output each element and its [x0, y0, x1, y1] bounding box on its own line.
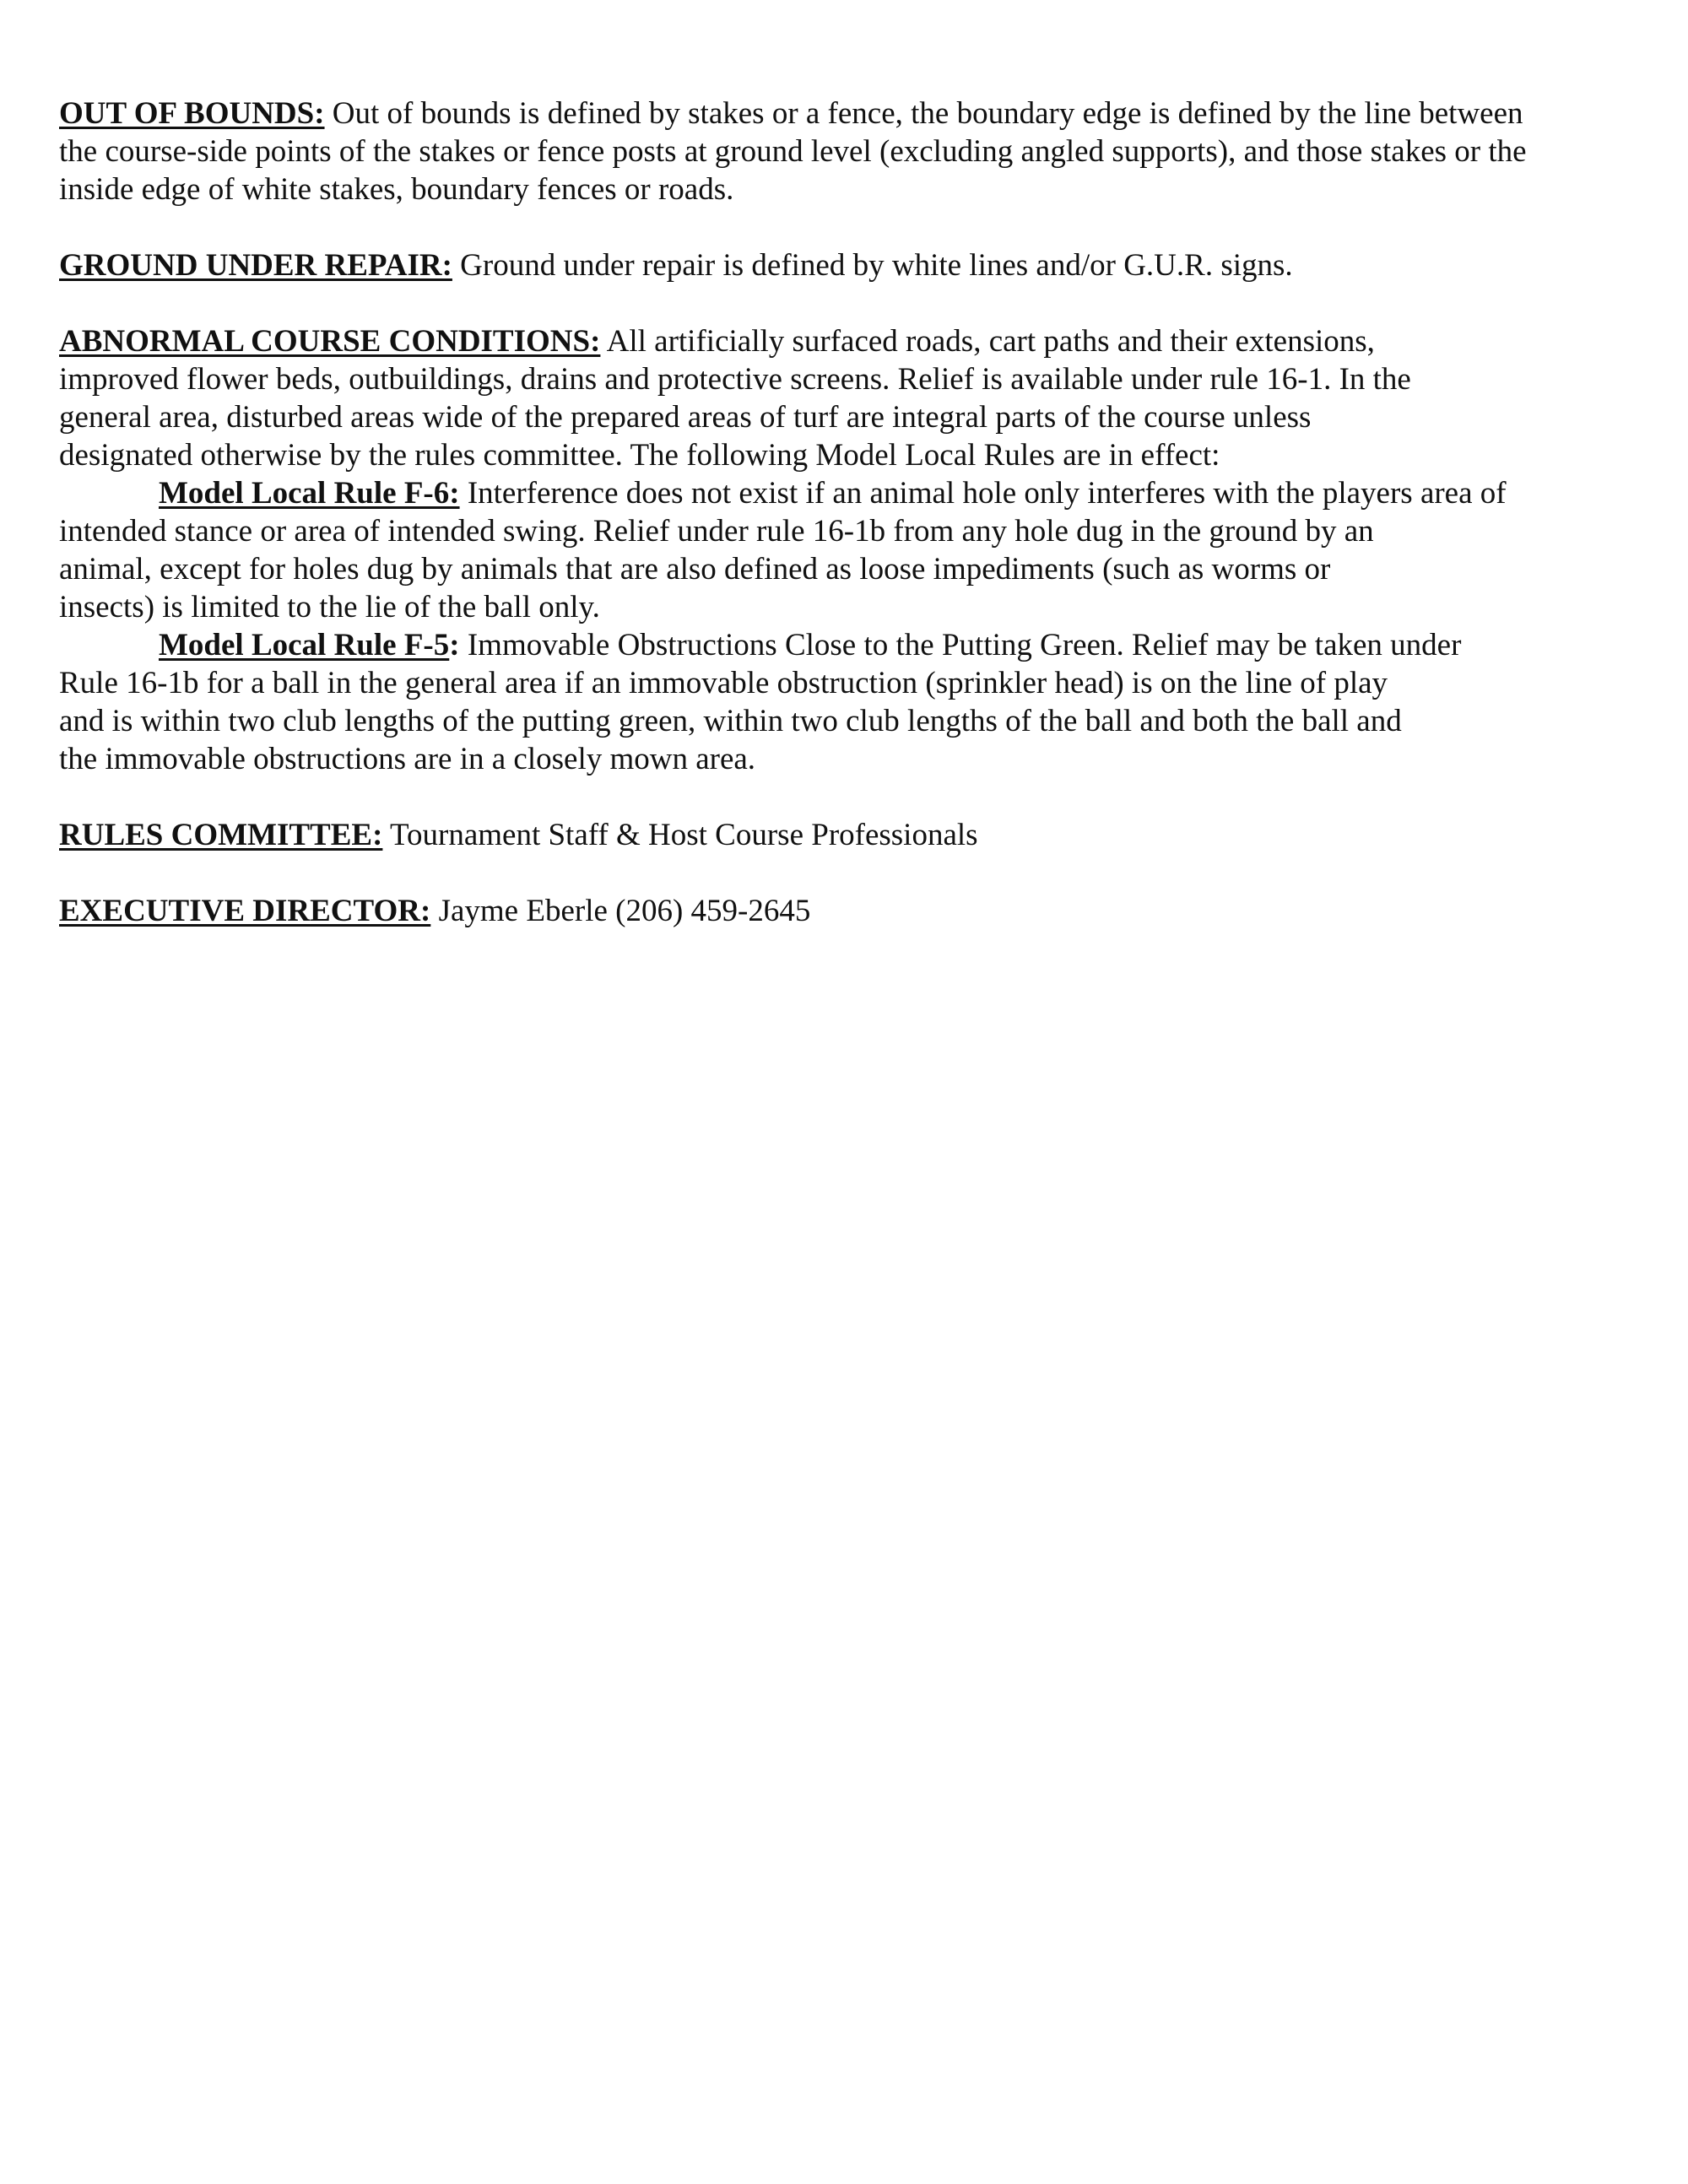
- model-local-rule-f5-colon: :: [449, 628, 460, 662]
- rules-committee-text: Tournament Staff & Host Course Professionals: [382, 818, 978, 852]
- model-local-rule-f5-heading: Model Local Rule F-5: [159, 628, 450, 662]
- executive-director-heading: EXECUTIVE DIRECTOR:: [59, 894, 431, 928]
- out-of-bounds-heading: OUT OF BOUNDS:: [59, 96, 325, 131]
- ground-under-repair-text: Ground under repair is defined by white lines and/or G.U.R. signs.: [452, 248, 1293, 283]
- executive-director-section: [59, 892, 1637, 930]
- abnormal-course-conditions-heading: ABNORMAL COURSE CONDITIONS:: [59, 324, 601, 359]
- abnormal-course-conditions-text: All artificially surfaced roads, cart paths and their extensions, improved flower beds, outbuildings, drains and protective screens. Relief is available under rule 16-1. In the general area, disturbed areas wide of the prepared areas of turf are integral parts of the course unless designated otherwise by the rules committee. The following Model Local Rules are in effect:: [59, 324, 1411, 473]
- model-local-rule-f6-heading: Model Local Rule F-6:: [159, 476, 460, 511]
- model-local-rule-f6-text: Interference does not exist if an animal hole only interferes with the players area of intended stance or area of intended swing. Relief under rule 16-1b from any hole dug in the ground by an animal, except for holes dug by animals that are also defined as loose impediments (such as worms or insects) is limited to the lie of the ball only.: [59, 476, 1507, 624]
- out-of-bounds-section: [59, 95, 1637, 208]
- model-local-rule-f6: [59, 474, 1637, 626]
- executive-director-text: Jayme Eberle (206) 459-2645: [430, 894, 811, 928]
- ground-under-repair-heading: GROUND UNDER REPAIR:: [59, 248, 452, 283]
- ground-under-repair-section: [59, 246, 1637, 284]
- rules-committee-section: [59, 816, 1637, 854]
- rules-committee-heading: RULES COMMITTEE:: [59, 818, 383, 852]
- document-page: [59, 95, 1637, 968]
- abnormal-course-conditions-section: [59, 322, 1637, 778]
- model-local-rule-f5: [59, 626, 1637, 778]
- model-local-rule-f5-text: Immovable Obstructions Close to the Putting Green. Relief may be taken under Rule 16-1b for a ball in the general area if an immovable obstruction (sprinkler head) is on the line of play and is within two club lengths of the putting green, within two club lengths of the ball and both the ball and the immovable obstructions are in a closely mown area.: [59, 628, 1462, 776]
- out-of-bounds-text: Out of bounds is defined by stakes or a fence, the boundary edge is defined by the line between the course-side points of the stakes or fence posts at ground level (excluding angled supports), and those stakes or the inside edge of white stakes, boundary fences or roads.: [59, 96, 1527, 207]
